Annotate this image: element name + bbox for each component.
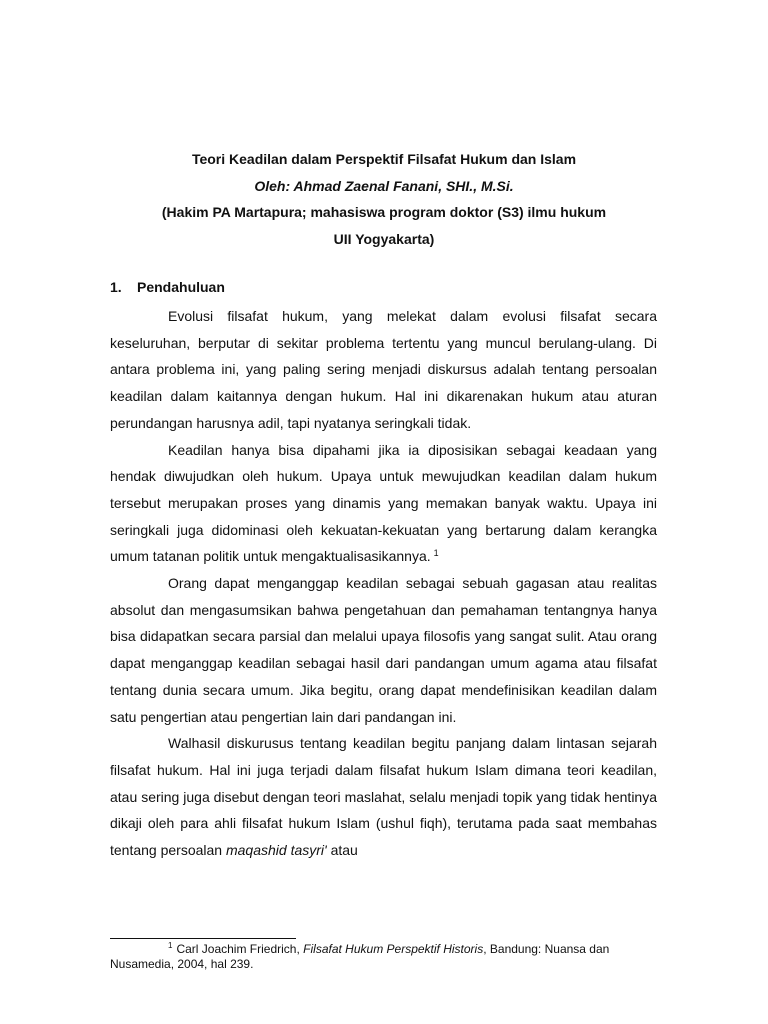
footnote-divider — [110, 938, 296, 939]
document-title: Teori Keadilan dalam Perspektif Filsafat Hukum dan Islam — [191, 151, 577, 167]
paragraph-3-text: Orang dapat menganggap keadilan sebagai sebuah gagasan atau realitas absolut dan mengasumsikan bahwa pengetahuan dan pemahaman tentangnya hanya bisa didapatkan secara parsial dan melalui upaya filosofis yang sangat sulit. Atau orang dapat menganggap keadilan sebagai hasil dari pandangan umum agama atau filsafat tentang dunia secara umum. Jika begitu, orang dapat mendefinisikan keadilan dalam satu pengertian atau pengertian lain dari pandangan ini. — [110, 575, 657, 725]
body-text — [110, 303, 657, 864]
section-heading — [110, 279, 225, 295]
footnote-number: 1 — [168, 941, 173, 950]
paragraph-1 — [110, 303, 657, 437]
section-number: 1. — [110, 279, 122, 295]
footnote-author: Carl Joachim Friedrich, — [176, 942, 300, 956]
document-header — [110, 146, 658, 252]
paragraph-2-text: Keadilan hanya bisa dipahami jika ia diposisikan sebagai keadaan yang hendak diwujudkan oleh hukum. Upaya untuk mewujudkan keadilan dalam hukum tersebut merupakan proses yang dinamis yang memakan banyak waktu. Upaya ini seringkali juga didominasi oleh kekuatan-kekuatan yang bertarung dalam kerangka umum tatanan politik untuk mengaktualisasikannya. — [110, 441, 657, 565]
paragraph-2 — [110, 437, 657, 571]
affiliation-line-1: (Hakim PA Martapura; mahasiswa program doktor (S3) ilmu hukum — [161, 204, 607, 220]
section-title: Pendahuluan — [137, 279, 225, 295]
paragraph-4-end: atau — [330, 842, 358, 859]
footnote-book-title: Filsafat Hukum Perspektif Historis — [303, 942, 484, 956]
author-line: Oleh: Ahmad Zaenal Fanani, SHI., M.Si. — [254, 177, 514, 194]
affiliation-line-2: UII Yogyakarta) — [333, 230, 435, 247]
italic-term: maqashid tasyri' — [225, 842, 327, 859]
paragraph-3 — [110, 570, 657, 730]
footnote — [110, 942, 657, 972]
paragraph-1-text: Evolusi filsafat hukum, yang melekat dalam evolusi filsafat secara keseluruhan, berputar di sekitar problema tertentu yang muncul berulang-ulang. Di antara problema ini, yang paling sering menjadi diskursus adalah tentang persoalan keadilan dalam kaitannya dengan hukum. Hal ini dikarenakan hukum atau aturan perundangan harusnya adil, tapi nyatanya seringkali tidak. — [110, 308, 657, 431]
footnote-publication: , Bandung: Nuansa dan Nusamedia, 2004, hal 239. — [110, 942, 610, 971]
paragraph-4 — [110, 730, 657, 864]
paragraph-4-text: Walhasil diskurusus tentang keadilan begitu panjang dalam lintasan sejarah filsafat hukum. Hal ini juga terjadi dalam filsafat hukum Islam dimana teori keadilan, atau sering juga disebut dengan teori maslahat, selalu menjadi topik yang tidak hentinya dikaji oleh para ahli filsafat hukum Islam (ushul fiqh), terutama pada saat membahas tentang persoalan — [110, 735, 657, 859]
footnote-reference[interactable]: 1 — [433, 547, 439, 558]
